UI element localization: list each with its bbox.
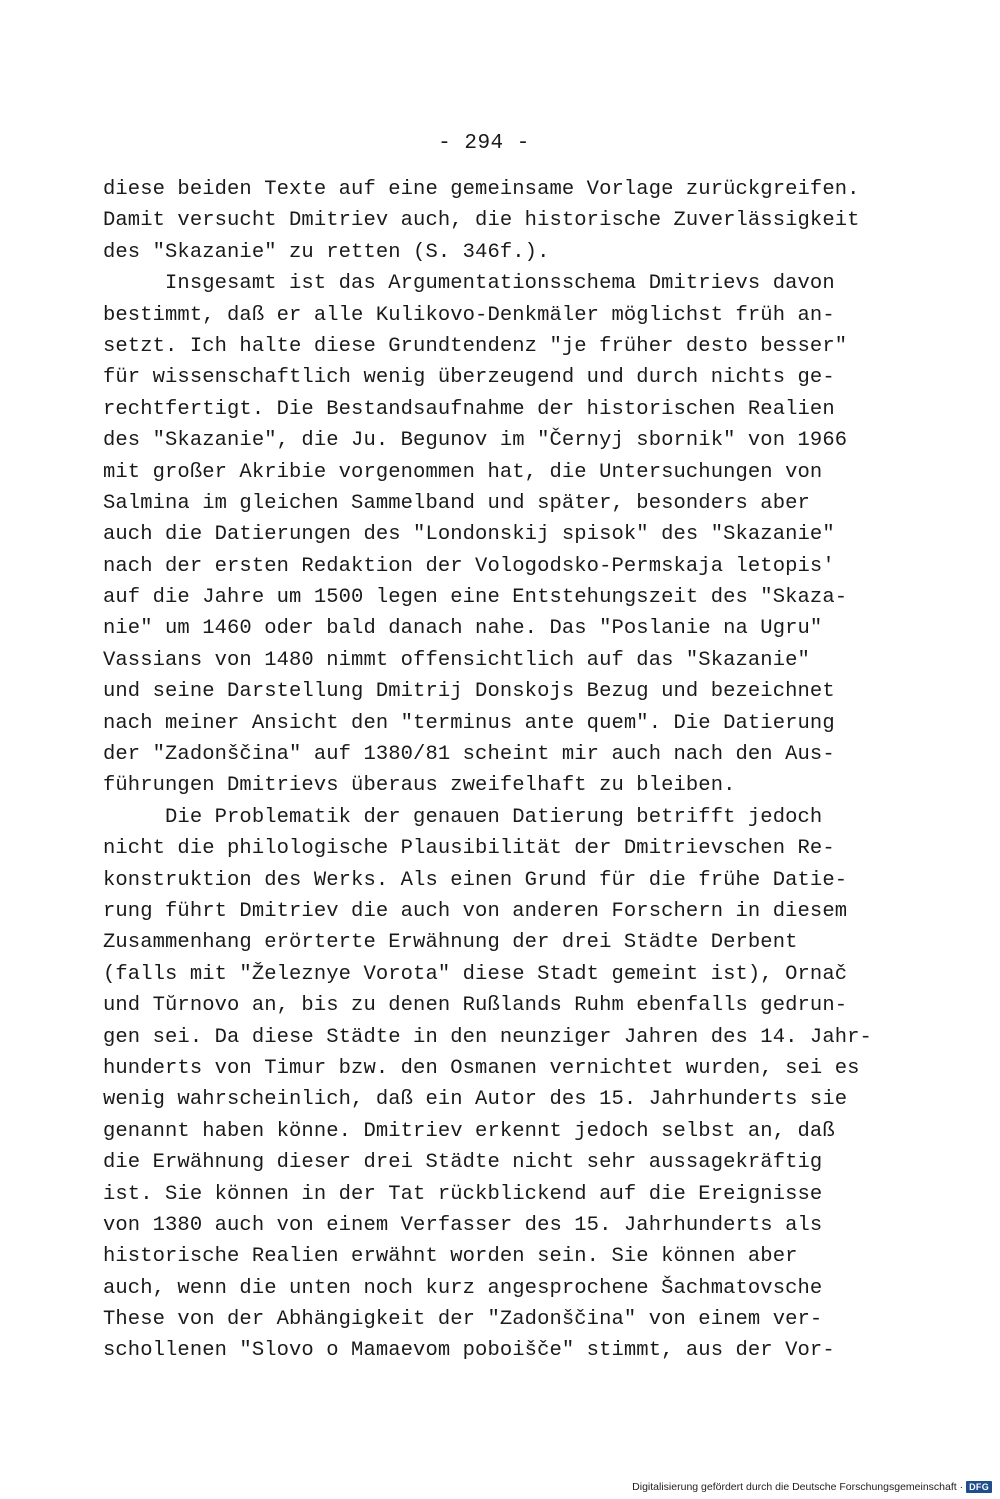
text-line: gen sei. Da diese Städte in den neunziger Jahren des 14. Jahr- (103, 1025, 872, 1049)
text-line: die Erwähnung dieser drei Städte nicht sehr aussagekräftig (103, 1151, 823, 1175)
text-line: Insgesamt ist das Argumentationsschema Dmitrievs davon (103, 272, 835, 296)
text-line: auch die Datierungen des "Londonskij spisok" des "Skazanie" (103, 523, 835, 547)
text-line: (falls mit "Železnye Vorota" diese Stadt gemeint ist), Ornač (103, 962, 848, 986)
text-line: nach der ersten Redaktion der Vologodsko-Permskaja letopis' (103, 554, 835, 578)
text-line: konstruktion des Werks. Als einen Grund für die frühe Datie- (103, 868, 848, 892)
text-line: und seine Darstellung Dmitrij Donskojs Bezug und bezeichnet (103, 680, 835, 704)
text-line: These von der Abhängigkeit der "Zadonščina" von einem ver- (103, 1308, 823, 1332)
text-line: schollenen "Slovo o Mamaevom poboišče" stimmt, aus der Vor- (103, 1339, 835, 1363)
text-line: für wissenschaftlich wenig überzeugend und durch nichts ge- (103, 366, 835, 390)
text-line: des "Skazanie", die Ju. Begunov im "Černyj sbornik" von 1966 (103, 429, 848, 453)
dfg-logo-icon: DFG (966, 1481, 992, 1493)
text-line: und Tŭrnovo an, bis zu denen Rußlands Ruhm ebenfalls gedrun- (103, 994, 848, 1018)
text-block (103, 174, 903, 1367)
text-line: des "Skazanie" zu retten (S. 346f.). (103, 240, 550, 264)
text-line: historische Realien erwähnt worden sein. Sie können aber (103, 1245, 798, 1269)
footer-text: Digitalisierung gefördert durch die Deutsche Forschungsgemeinschaft · (632, 1481, 964, 1493)
text-line: mit großer Akribie vorgenommen hat, die Untersuchungen von (103, 460, 823, 484)
text-line: rechtfertigt. Die Bestandsaufnahme der historischen Realien (103, 397, 835, 421)
text-line: auf die Jahre um 1500 legen eine Entstehungszeit des "Skaza- (103, 586, 848, 610)
text-line: genannt haben könne. Dmitriev erkennt jedoch selbst an, daß (103, 1119, 835, 1143)
text-line: auch, wenn die unten noch kurz angesprochene Šachmatovsche (103, 1276, 823, 1300)
text-line: nach meiner Ansicht den "terminus ante quem". Die Datierung (103, 711, 835, 735)
text-line: Die Problematik der genauen Datierung betrifft jedoch (103, 805, 823, 829)
text-line: Zusammenhang erörterte Erwähnung der drei Städte Derbent (103, 931, 798, 955)
text-line: setzt. Ich halte diese Grundtendenz "je früher desto besser" (103, 334, 848, 358)
text-line: Salmina im gleichen Sammelband und später, besonders aber (103, 491, 810, 515)
text-line: von 1380 auch von einem Verfasser des 15. Jahrhunderts als (103, 1213, 823, 1237)
text-line: diese beiden Texte auf eine gemeinsame Vorlage zurückgreifen. (103, 178, 860, 201)
text-line: bestimmt, daß er alle Kulikovo-Denkmäler möglichst früh an- (103, 303, 835, 327)
text-line: führungen Dmitrievs überaus zweifelhaft zu bleiben. (103, 774, 736, 798)
text-line: nicht die philologische Plausibilität der Dmitrievschen Re- (103, 837, 835, 861)
text-line: ist. Sie können in der Tat rückblickend auf die Ereignisse (103, 1182, 823, 1206)
text-line: Vassians von 1480 nimmt offensichtlich auf das "Skazanie" (103, 648, 810, 672)
text-line: hunderts von Timur bzw. den Osmanen vernichtet wurden, sei es (103, 1056, 860, 1080)
text-line: rung führt Dmitriev die auch von anderen Forschern in diesem (103, 899, 848, 923)
text-line: wenig wahrscheinlich, daß ein Autor des 15. Jahrhunderts sie (103, 1088, 848, 1112)
page-number: - 294 - (438, 132, 530, 155)
footer-credit (632, 1481, 992, 1493)
text-line: Damit versucht Dmitriev auch, die historische Zuverlässigkeit (103, 209, 860, 233)
text-line: der "Zadonščina" auf 1380/81 scheint mir auch nach den Aus- (103, 743, 835, 767)
text-line: nie" um 1460 oder bald danach nahe. Das "Poslanie na Ugru" (103, 617, 823, 641)
